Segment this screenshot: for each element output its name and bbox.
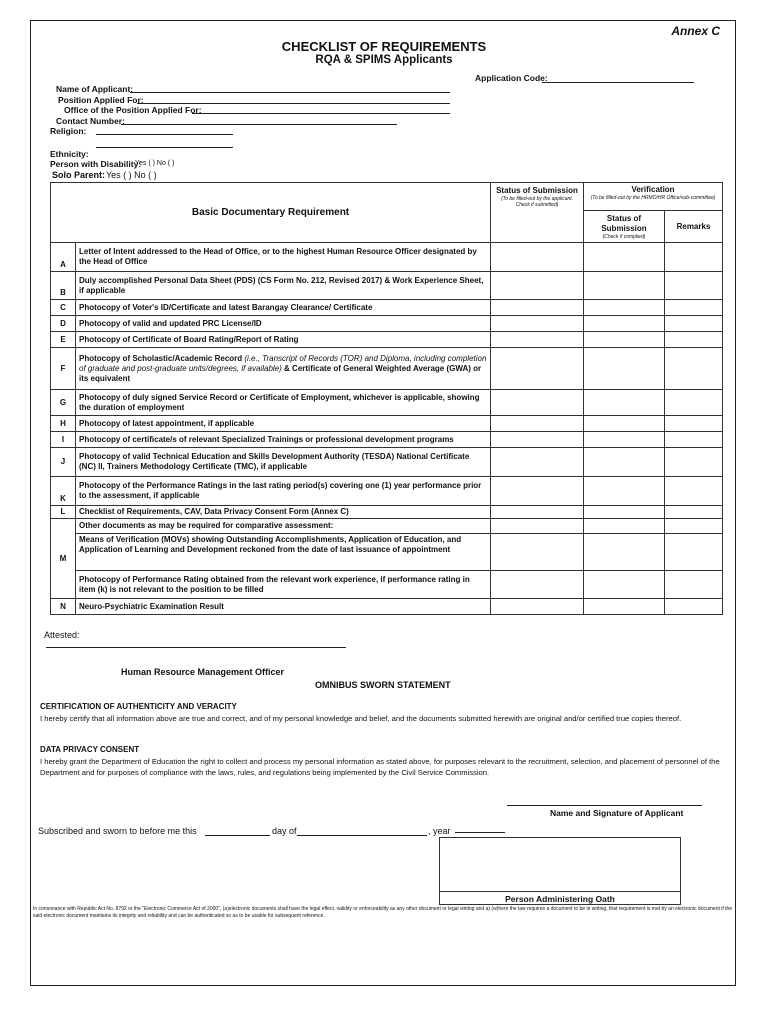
position-label: Position Applied For:	[58, 95, 144, 105]
verification-cell[interactable]	[584, 348, 665, 390]
verification-cell[interactable]	[584, 599, 665, 615]
verification-cell[interactable]	[584, 534, 665, 571]
header-remarks: Remarks	[665, 211, 723, 243]
contact-field[interactable]	[121, 124, 397, 125]
day-of-text: day of	[272, 826, 297, 836]
status-cell[interactable]	[491, 316, 584, 332]
application-code-label: Application Code:	[475, 73, 548, 83]
religion-field[interactable]	[96, 134, 233, 135]
table-row: B Duly accomplished Personal Data Sheet (PDS) (CS Form No. 212, Revised 2017) & Work Experience Sheet, if applicable	[51, 272, 723, 300]
name-label: Name of Applicant:	[56, 84, 134, 94]
status-cell[interactable]	[491, 432, 584, 448]
omnibus-title: OMNIBUS SWORN STATEMENT	[315, 680, 451, 690]
remarks-cell[interactable]	[665, 571, 723, 599]
verification-cell[interactable]	[584, 332, 665, 348]
table-row: D Photocopy of valid and updated PRC License/ID	[51, 316, 723, 332]
footnote: In consonance with Republic Act No. 8792 or the "Electronic Commerce Act of 2000", (a)electronic documents shall have the legal effect, validity or enforceability as any other document or legal writing and a) (w)here the law requires a document to be in writing, that requirement is met by an electronic document if the said electronic document maintains its integrity and reliability and can be authenticated so as to be usable for subsequent reference.	[33, 906, 733, 919]
header-requirement: Basic Documentary Requirement	[51, 183, 491, 243]
table-row: K Photocopy of the Performance Ratings in the last rating period(s) covering one (1) year performance prior to the assessment, if applicable	[51, 477, 723, 506]
table-row: A Letter of Intent addressed to the Head of Office, or to the highest Human Resource Officer designated by the Head of Office	[51, 243, 723, 272]
status-cell[interactable]	[491, 534, 584, 571]
remarks-cell[interactable]	[665, 332, 723, 348]
signature-label: Name and Signature of Applicant	[550, 808, 684, 818]
subscribed-text: Subscribed and sworn to before me this	[38, 826, 197, 836]
applicant-signature-line[interactable]	[507, 805, 702, 806]
status-cell[interactable]	[491, 519, 584, 534]
status-cell[interactable]	[491, 332, 584, 348]
page-subtitle: RQA & SPIMS Applicants	[315, 54, 453, 66]
office-label: Office of the Position Applied For:	[64, 105, 202, 115]
verification-cell[interactable]	[584, 519, 665, 534]
table-row: J Photocopy of valid Technical Education and Skills Development Authority (TESDA) National Certificate (NC) II, Trainers Methodology Certificate (TMC), if applicable	[51, 448, 723, 477]
remarks-cell[interactable]	[665, 272, 723, 300]
status-cell[interactable]	[491, 448, 584, 477]
remarks-cell[interactable]	[665, 416, 723, 432]
table-row: N Neuro-Psychiatric Examination Result	[51, 599, 723, 615]
table-row: E Photocopy of Certificate of Board Rating/Report of Rating	[51, 332, 723, 348]
privacy-text: I hereby grant the Department of Education the right to collect and process my personal information as stated above, for purposes relevant to the recruitment, selection, and placement of personnel of the Department and for purposes of compliance with the laws, rules, and regulations being implemented by the Civil Service Commission.	[40, 757, 720, 777]
remarks-cell[interactable]	[665, 506, 723, 519]
status-cell[interactable]	[491, 506, 584, 519]
ethnicity-label: Ethnicity:	[50, 149, 89, 159]
table-row: C Photocopy of Voter's ID/Certificate and latest Barangay Clearance/ Certificate	[51, 300, 723, 316]
verification-cell[interactable]	[584, 432, 665, 448]
remarks-cell[interactable]	[665, 599, 723, 615]
table-row: H Photocopy of latest appointment, if applicable	[51, 416, 723, 432]
year-text: , year	[428, 826, 451, 836]
pwd-label: Person with Disability:	[50, 159, 142, 169]
application-code-field[interactable]	[542, 82, 694, 83]
table-row: Photocopy of Performance Rating obtained from the relevant work experience, if performance rating in item (k) is not relevant to the position to be filled	[51, 571, 723, 599]
verification-cell[interactable]	[584, 300, 665, 316]
header-status: Status of Submission (To be filled-out by the applicant. Check if submitted)	[491, 183, 584, 243]
status-cell[interactable]	[491, 599, 584, 615]
day-field[interactable]	[205, 835, 270, 836]
verification-cell[interactable]	[584, 390, 665, 416]
table-row: G Photocopy of duly signed Service Record or Certificate of Employment, whichever is applicable, showing the duration of employment	[51, 390, 723, 416]
remarks-cell[interactable]	[665, 390, 723, 416]
oath-separator	[440, 891, 680, 892]
page-title: CHECKLIST OF REQUIREMENTS	[281, 39, 487, 54]
remarks-cell[interactable]	[665, 519, 723, 534]
requirements-table	[50, 182, 723, 615]
status-cell[interactable]	[491, 243, 584, 272]
certification-title: CERTIFICATION OF AUTHENTICITY AND VERACITY	[40, 702, 237, 711]
table-row: L Checklist of Requirements, CAV, Data Privacy Consent Form (Annex C)	[51, 506, 723, 519]
verification-cell[interactable]	[584, 571, 665, 599]
verification-cell[interactable]	[584, 416, 665, 432]
remarks-cell[interactable]	[665, 243, 723, 272]
certification-text: I hereby certify that all information above are true and correct, and of my personal knowledge and belief, and the documents submitted herewith are original and/or certified true copies thereof.	[40, 714, 682, 723]
verification-cell[interactable]	[584, 448, 665, 477]
remarks-cell[interactable]	[665, 432, 723, 448]
attested-signature-line[interactable]	[46, 647, 346, 648]
oath-box[interactable]	[439, 837, 681, 905]
status-cell[interactable]	[491, 416, 584, 432]
remarks-cell[interactable]	[665, 477, 723, 506]
position-field[interactable]	[137, 103, 450, 104]
status-cell[interactable]	[491, 348, 584, 390]
status-cell[interactable]	[491, 300, 584, 316]
status-cell[interactable]	[491, 390, 584, 416]
remarks-cell[interactable]	[665, 348, 723, 390]
table-row: F Photocopy of Scholastic/Academic Record (i.e., Transcript of Records (TOR) and Diploma, including completion of graduate and post-graduate units/degrees, if available) & Certificate of General Weighted Average (GWA) or its equivalent	[51, 348, 723, 390]
religion-field-2[interactable]	[96, 147, 233, 148]
annex-label: Annex C	[671, 24, 720, 38]
oath-label: Person Administering Oath	[505, 894, 615, 904]
table-row: M Other documents as may be required for comparative assessment:	[51, 519, 723, 534]
religion-label: Religion:	[50, 126, 87, 136]
solo-parent-label: Solo Parent:	[52, 170, 106, 180]
pwd-options[interactable]: Yes ( ) No ( )	[135, 160, 175, 167]
contact-label: Contact Number:	[56, 116, 125, 126]
name-field[interactable]	[130, 92, 450, 93]
verification-cell[interactable]	[584, 477, 665, 506]
office-field[interactable]	[192, 113, 450, 114]
month-field[interactable]	[297, 835, 427, 836]
attested-label: Attested:	[44, 630, 80, 640]
table-row: Means of Verification (MOVs) showing Outstanding Accomplishments, Application of Education, and Application of Learning and Development reckoned from the date of last issuance of appointment	[51, 534, 723, 571]
year-field[interactable]	[455, 832, 505, 833]
verification-cell[interactable]	[584, 316, 665, 332]
verification-cell[interactable]	[584, 243, 665, 272]
remarks-cell[interactable]	[665, 316, 723, 332]
remarks-cell[interactable]	[665, 448, 723, 477]
status-cell[interactable]	[491, 477, 584, 506]
verification-cell[interactable]	[584, 506, 665, 519]
remarks-cell[interactable]	[665, 534, 723, 571]
remarks-cell[interactable]	[665, 300, 723, 316]
verification-cell[interactable]	[584, 272, 665, 300]
status-cell[interactable]	[491, 571, 584, 599]
hrmo-label: Human Resource Management Officer	[121, 667, 285, 677]
table-row: I Photocopy of certificate/s of relevant Specialized Trainings or professional development programs	[51, 432, 723, 448]
privacy-title: DATA PRIVACY CONSENT	[40, 745, 140, 754]
status-cell[interactable]	[491, 272, 584, 300]
solo-parent-options[interactable]: Yes ( ) No ( )	[106, 170, 157, 180]
header-ver-status: Status of Submission (Check if complied)	[584, 211, 665, 243]
header-verification: Verification (To be filled-out by the HRMO/HR Office/sub-committee)	[584, 183, 723, 211]
